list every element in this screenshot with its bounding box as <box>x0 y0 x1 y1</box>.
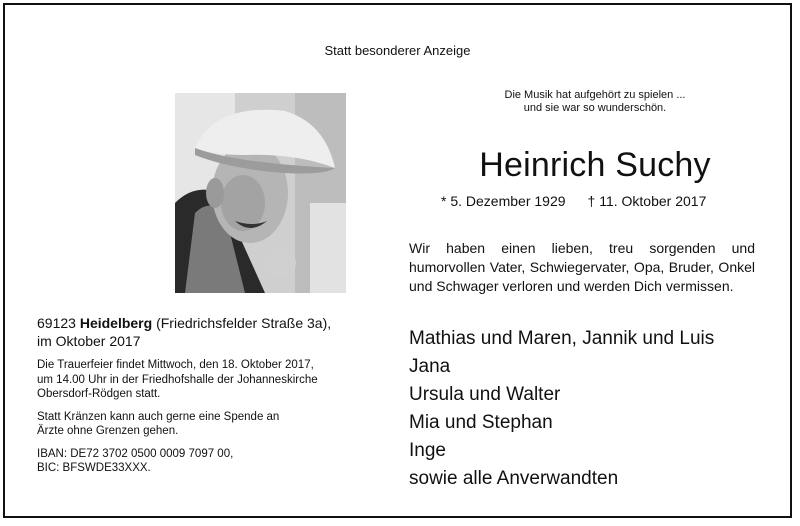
funeral-line-1: Die Trauerfeier findet Mittwoch, den 18. Oktober 2017, <box>37 359 314 371</box>
quote <box>405 89 785 115</box>
header-text: Statt besonderer Anzeige <box>324 43 471 58</box>
donation-line-1: Statt Kränzen kann auch gerne eine Spende an <box>37 410 280 423</box>
funeral-line-2: um 14.00 Uhr in der Friedhofshalle der Johanneskirche <box>37 373 318 386</box>
obituary-frame <box>3 3 792 518</box>
bank-bic: BIC: BFSWDE33XXX. <box>37 462 151 474</box>
birth-date: * 5. Dezember 1929 <box>441 193 566 209</box>
address-postcode: 69123 <box>37 315 76 331</box>
address-city: Heidelberg <box>79 315 153 331</box>
quote-line-1: Die Musik hat aufgehört zu spielen ... <box>504 89 686 101</box>
quote-line-2: und sie war so wunderschön. <box>523 102 667 114</box>
address <box>37 314 355 350</box>
family-member: Jana <box>409 356 451 377</box>
donation-info <box>37 410 355 439</box>
deceased-name: Heinrich Suchy <box>479 146 711 184</box>
mourning-message: Wir haben einen lieben, treu sorgenden und humorvollen Vater, Schwiegervater, Opa, Bruder, Onkel und Schwager verloren und werden Dich vermissen. <box>409 240 755 294</box>
family-member: Ursula und Walter <box>409 384 561 405</box>
family-member: Mia und Stephan <box>409 412 553 433</box>
address-date: im Oktober 2017 <box>37 333 141 349</box>
details-column <box>37 314 355 476</box>
address-street: (Friedrichsfelder Straße 3a), <box>156 315 332 331</box>
family-list <box>409 325 714 493</box>
funeral-info <box>37 358 355 402</box>
donation-line-2: Ärzte ohne Grenzen gehen. <box>37 425 179 437</box>
funeral-line-3: Obersdorf-Rödgen statt. <box>37 388 161 400</box>
life-dates <box>441 193 706 209</box>
bank-iban: IBAN: DE72 3702 0500 0009 7097 00, <box>37 447 234 460</box>
family-member: Inge <box>409 440 446 461</box>
family-member: sowie alle Anverwandten <box>409 468 619 489</box>
family-member: Mathias und Maren, Jannik und Luis <box>409 328 715 349</box>
death-date: † 11. Oktober 2017 <box>587 193 707 209</box>
portrait-photo <box>175 93 346 293</box>
bank-info <box>37 447 355 476</box>
